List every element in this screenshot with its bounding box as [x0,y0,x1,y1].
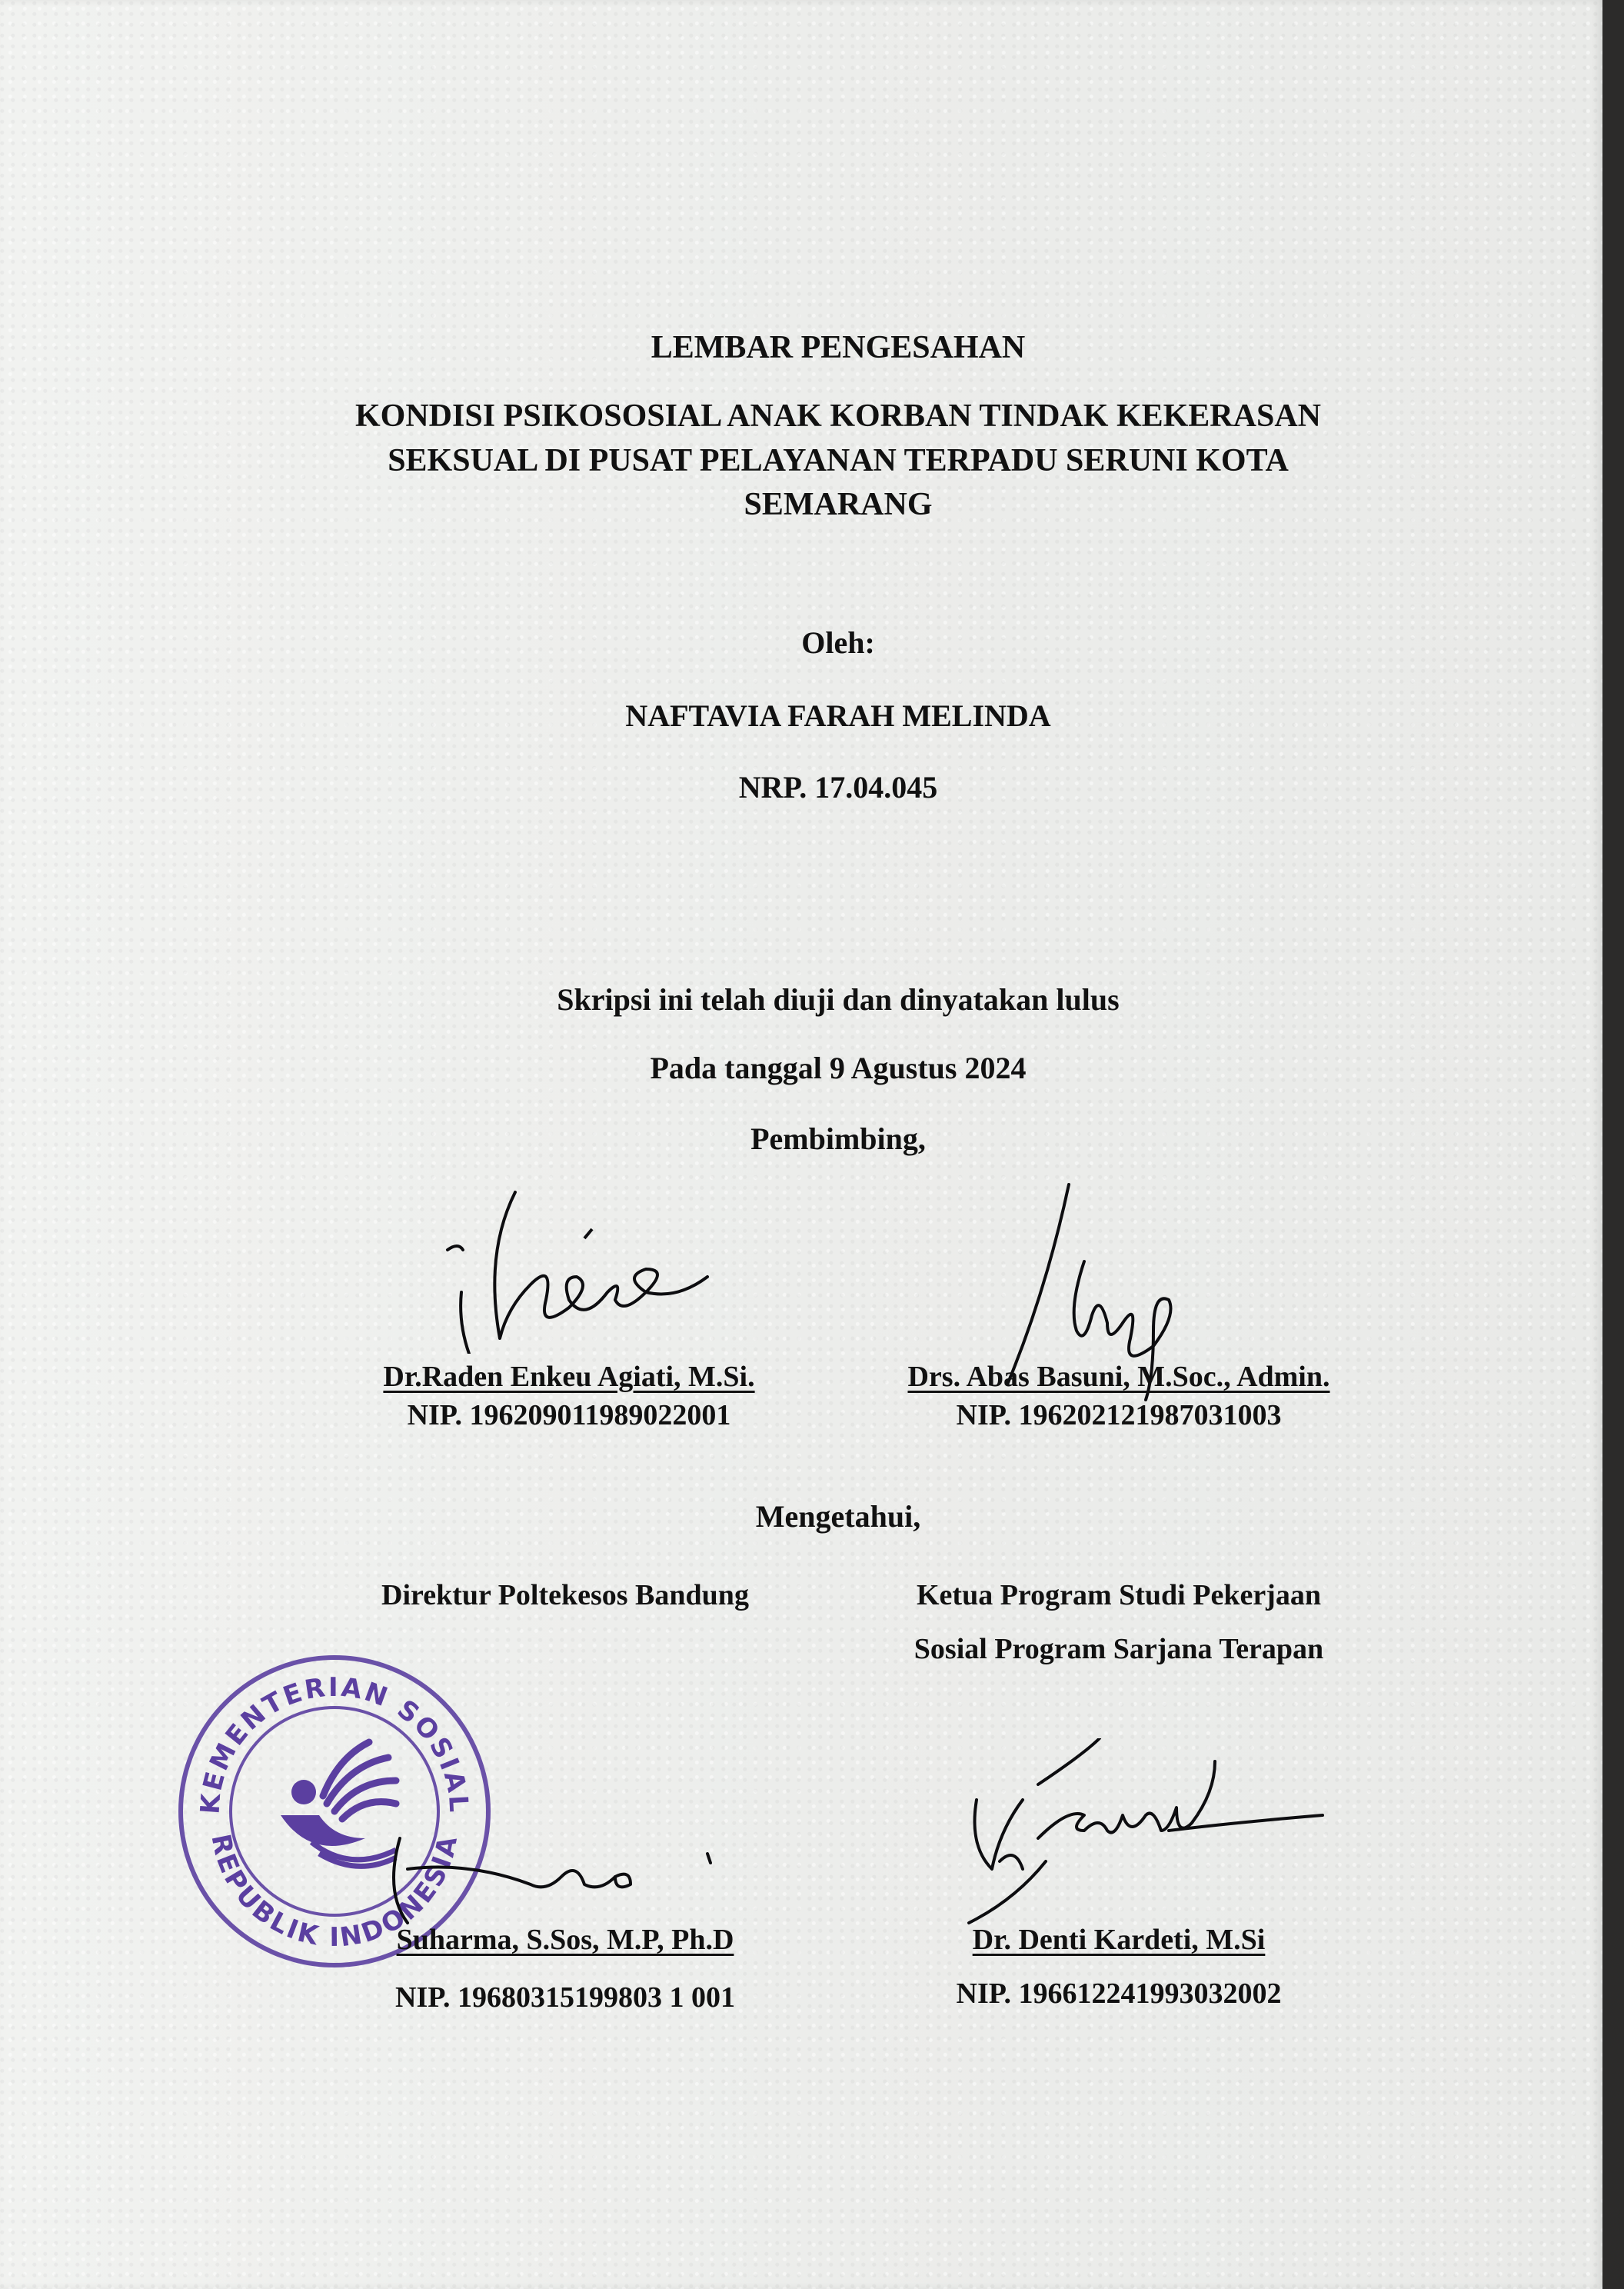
official-1-role: Direktur Poltekesos Bandung [381,1579,749,1611]
advisor-2-name: Drs. Abas Basuni, M.Soc., Admin. [907,1361,1330,1393]
exam-statement: Skripsi ini telah diuji dan dinyatakan lulus [557,982,1120,1017]
advisor-2-nip: NIP. 196202121987031003 [956,1399,1282,1431]
advisor-1-name: Dr.Raden Enkeu Agiati, M.Si. [383,1361,755,1393]
advisor-1-signature [431,1177,738,1354]
author-name: NAFTAVIA FARAH MELINDA [625,698,1051,733]
advisor-label: Pembimbing, [750,1121,926,1156]
official-2-signature [923,1738,1338,1938]
author-nrp: NRP. 17.04.045 [738,770,938,805]
official-2-role-line-1: Ketua Program Studi Pekerjaan [917,1579,1321,1611]
official-2-role-line-2: Sosial Program Sarjana Terapan [914,1633,1324,1665]
title-line-2: SEKSUAL DI PUSAT PELAYANAN TERPADU SERUNI KOTA [388,443,1289,478]
advisor-1-nip: NIP. 196209011989022001 [407,1399,731,1431]
official-1-signature [377,1823,730,1938]
acknowledged-label: Mengetahui, [755,1499,921,1534]
title-line-3: SEMARANG [744,487,933,522]
svg-text:KEMENTERIAN SOSIAL: KEMENTERIAN SOSIAL [195,1671,474,1815]
exam-date: Pada tanggal 9 Agustus 2024 [650,1051,1027,1085]
svg-text:REPUBLIK INDONESIA: REPUBLIK INDONESIA [205,1831,464,1954]
title-line-1: KONDISI PSIKOSOSIAL ANAK KORBAN TINDAK KEKERASAN [354,398,1321,434]
by-label: Oleh: [801,625,875,660]
official-1-name: Suharma, S.Sos, M.P, Ph.D [396,1924,734,1956]
page-heading: LEMBAR PENGESAHAN [651,330,1026,365]
official-2-name: Dr. Denti Kardeti, M.Si [972,1924,1266,1956]
official-2-nip: NIP. 196612241993032002 [956,1977,1282,2010]
official-1-nip: NIP. 19680315199803 1 001 [395,1981,735,2014]
